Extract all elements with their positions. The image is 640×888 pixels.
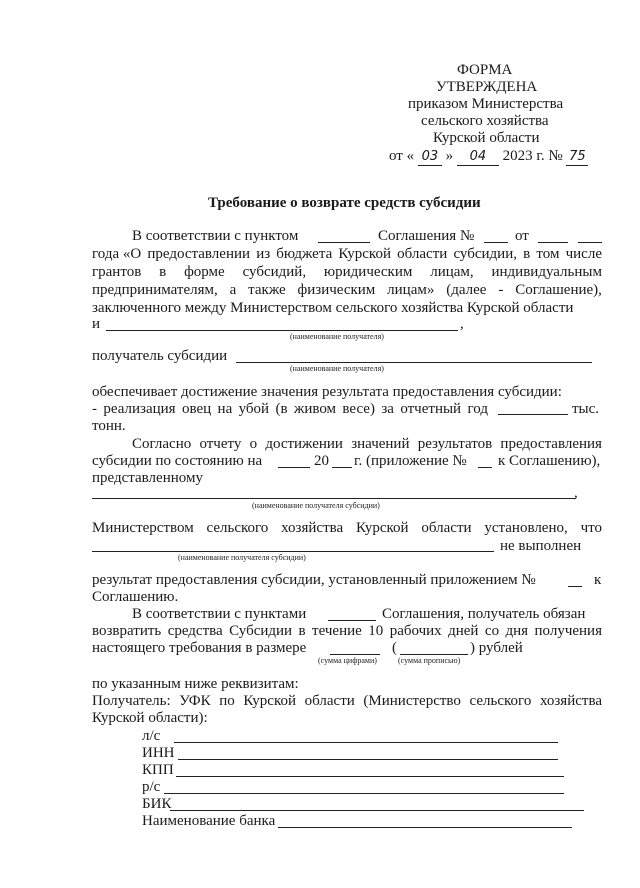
inn-field-label: ИНН	[142, 745, 175, 761]
p2-line2	[92, 401, 488, 418]
report-year-blank	[332, 467, 352, 468]
agreement-number-blank	[484, 242, 508, 243]
appendix-number-blank-2	[568, 586, 582, 587]
word: средства	[167, 623, 223, 639]
word: год	[467, 401, 488, 417]
word: -	[92, 401, 97, 417]
settlement-account-field-label: р/с	[142, 779, 161, 795]
word: установлено,	[484, 520, 568, 536]
word: грантов	[92, 264, 142, 280]
word: по	[219, 693, 235, 709]
p1-line4	[92, 282, 602, 299]
word: Согласно	[132, 436, 192, 452]
recipient-name-caption-1: (наименование получателя)	[290, 332, 384, 341]
clause-blank	[318, 242, 370, 243]
approved-ministry: сельского хозяйства	[421, 113, 549, 129]
word: в	[159, 264, 167, 280]
amount-digits-caption: (сумма цифрами)	[318, 656, 377, 665]
approval-month	[457, 148, 499, 166]
agreement-date-blank	[538, 242, 568, 243]
p4-line3-a: результат предоставления субсидии, установленный приложением №	[92, 572, 536, 588]
details-intro: по указанным ниже реквизитам:	[92, 676, 299, 692]
approved-label: УТВЕРЖДЕНА	[436, 79, 538, 95]
p4-line3-b: к	[594, 572, 602, 588]
word: а	[229, 282, 237, 298]
inn-field-blank	[178, 759, 558, 760]
details-recipient-line1	[92, 693, 602, 710]
word: в	[298, 623, 306, 639]
agreement-year-blank	[578, 242, 602, 243]
word: форме	[184, 264, 225, 280]
form-label: ФОРМА	[457, 62, 513, 78]
word: со	[484, 623, 500, 639]
recipient-name-caption-2: (наименование получателя)	[290, 364, 384, 373]
word: в	[523, 246, 531, 262]
word: за	[381, 401, 394, 417]
word: субсидий,	[242, 264, 307, 280]
word: получения	[534, 623, 602, 639]
word: из	[256, 246, 271, 262]
approval-year: 2023 г. №	[502, 148, 563, 164]
p5-line2	[92, 623, 602, 640]
p4-line4: Соглашению.	[92, 589, 179, 605]
word: реализация	[103, 401, 176, 417]
approval-month-value: 04	[469, 149, 487, 164]
word: результатов	[417, 436, 493, 452]
word: сельского	[469, 693, 532, 709]
recipient-name-blank-2	[236, 362, 592, 363]
word: 10	[368, 623, 384, 639]
word: Министерством	[92, 520, 194, 536]
word: (Министерство	[363, 693, 461, 709]
word: сельского	[206, 520, 269, 536]
date-mid: »	[445, 148, 454, 164]
amount-digits-blank	[330, 654, 380, 655]
approval-number-value: 75	[569, 149, 586, 164]
recipient-name-blank-4	[92, 551, 494, 552]
recipient-name-blank-3	[92, 498, 576, 499]
details-recipient-line2: Курской области):	[92, 710, 208, 726]
approved-region: Курской области	[433, 130, 540, 146]
word: (в	[275, 401, 288, 417]
approval-day-value: 03	[421, 149, 439, 164]
kpp-field-label: КПП	[142, 762, 174, 778]
word: Получатель:	[92, 693, 171, 709]
p3-line2-a: субсидии по состоянию на	[92, 453, 263, 469]
word: лицам,	[430, 264, 474, 280]
word: Курской	[338, 246, 391, 262]
recipient-name-caption-4: (наименование получателя субсидии)	[178, 553, 306, 562]
volume-blank	[498, 414, 568, 415]
word: значений	[351, 436, 410, 452]
p5-line3-b: (	[392, 640, 397, 656]
word: Субсидии	[229, 623, 293, 639]
p5-line1-a: В соответствии с пунктами	[132, 606, 307, 622]
p3-line4-end: ,	[574, 485, 578, 501]
p2-line1: обеспечивает достижение значения результата предоставления субсидии:	[92, 384, 562, 400]
p2-line3: тонн.	[92, 418, 126, 434]
word: что	[580, 520, 602, 536]
amount-words-caption: (сумма прописью)	[398, 656, 461, 665]
word: области	[397, 246, 448, 262]
word: убой	[238, 401, 270, 417]
clauses-blank	[328, 620, 376, 621]
word: -	[498, 282, 504, 298]
word: лицам»	[387, 282, 435, 298]
approval-number	[566, 148, 588, 166]
word: УФК	[179, 693, 211, 709]
p1-line6-b: ,	[460, 316, 464, 332]
p5-line1-b: Соглашения, получатель обязан	[382, 606, 586, 622]
word: отчету	[199, 436, 242, 452]
word: рабочих	[389, 623, 442, 639]
word: Курской	[243, 693, 297, 709]
word: возвратить	[92, 623, 162, 639]
word: юридическим	[323, 264, 413, 280]
word: дней	[448, 623, 479, 639]
appendix-number-blank	[478, 467, 492, 468]
word: предоставления	[500, 436, 602, 452]
word: Курской	[355, 520, 409, 536]
word: года «О	[92, 246, 142, 262]
word: бюджета	[276, 246, 333, 262]
p5-line3-a: настоящего требования в размере	[92, 640, 307, 656]
word: хозяйства	[539, 693, 602, 709]
recipient-name-blank-1	[106, 330, 458, 331]
kpp-field-blank	[176, 776, 564, 777]
account-field-label: л/с	[142, 728, 161, 744]
amount-words-blank	[400, 654, 468, 655]
word: предпринимателям,	[92, 282, 218, 298]
p1-line1-a: В соответствии с пунктом	[132, 228, 299, 244]
word: о	[249, 436, 258, 452]
word: хозяйства	[281, 520, 344, 536]
word: индивидуальным	[491, 264, 602, 280]
p1-line3	[92, 264, 602, 281]
p1-line2	[92, 246, 602, 263]
p1-line1-c: от	[515, 228, 529, 244]
word: отчетный	[400, 401, 462, 417]
word: весе)	[342, 401, 375, 417]
word: предоставлении	[147, 246, 251, 262]
p4-line2-end: не выполнен	[500, 538, 582, 554]
word: Соглашение),	[515, 282, 602, 298]
p4-line1	[92, 520, 602, 537]
document-title: Требование о возврате средств субсидии	[208, 195, 481, 211]
word: овец	[181, 401, 212, 417]
approved-by-order: приказом Министерства	[408, 96, 564, 112]
word: на	[217, 401, 233, 417]
p1-line1-b: Соглашения №	[378, 228, 475, 244]
recipient-label: получатель субсидии	[92, 348, 228, 364]
bank-name-field-blank	[278, 827, 572, 828]
word: живом	[293, 401, 337, 417]
p1-line6-a: и	[92, 316, 101, 332]
word: области	[304, 693, 355, 709]
date-prefix: от «	[389, 148, 415, 164]
p3-line1	[132, 436, 602, 453]
word: достижении	[265, 436, 343, 452]
bank-name-field-label: Наименование банка	[142, 813, 276, 829]
p3-line2-c: г. (приложение №	[354, 453, 467, 469]
account-field-blank	[174, 742, 558, 743]
word: субсидии,	[453, 246, 517, 262]
p5-line3-c: ) рублей	[470, 640, 523, 656]
word: (далее	[446, 282, 487, 298]
p2-line2-end: тыс.	[572, 401, 600, 417]
word: том	[536, 246, 560, 262]
word: области	[421, 520, 472, 536]
p1-line5: заключенного между Министерством сельского хозяйства Курской области	[92, 300, 574, 316]
p3-line2-d: к Соглашению),	[498, 453, 601, 469]
word: течение	[312, 623, 362, 639]
word: числе	[565, 246, 602, 262]
approval-day	[418, 148, 442, 166]
word: также	[248, 282, 286, 298]
p3-line2-b: 20	[314, 453, 329, 469]
word: дня	[505, 623, 529, 639]
bik-field-blank	[170, 810, 584, 811]
approval-date-line	[389, 148, 588, 166]
p3-line3: представленному	[92, 470, 203, 486]
recipient-name-caption-3: (наименование получателя субсидии)	[252, 501, 380, 510]
word: физическим	[297, 282, 376, 298]
report-day-blank	[278, 467, 310, 468]
settlement-account-field-blank	[164, 793, 564, 794]
bik-field-label: БИК	[142, 796, 172, 812]
